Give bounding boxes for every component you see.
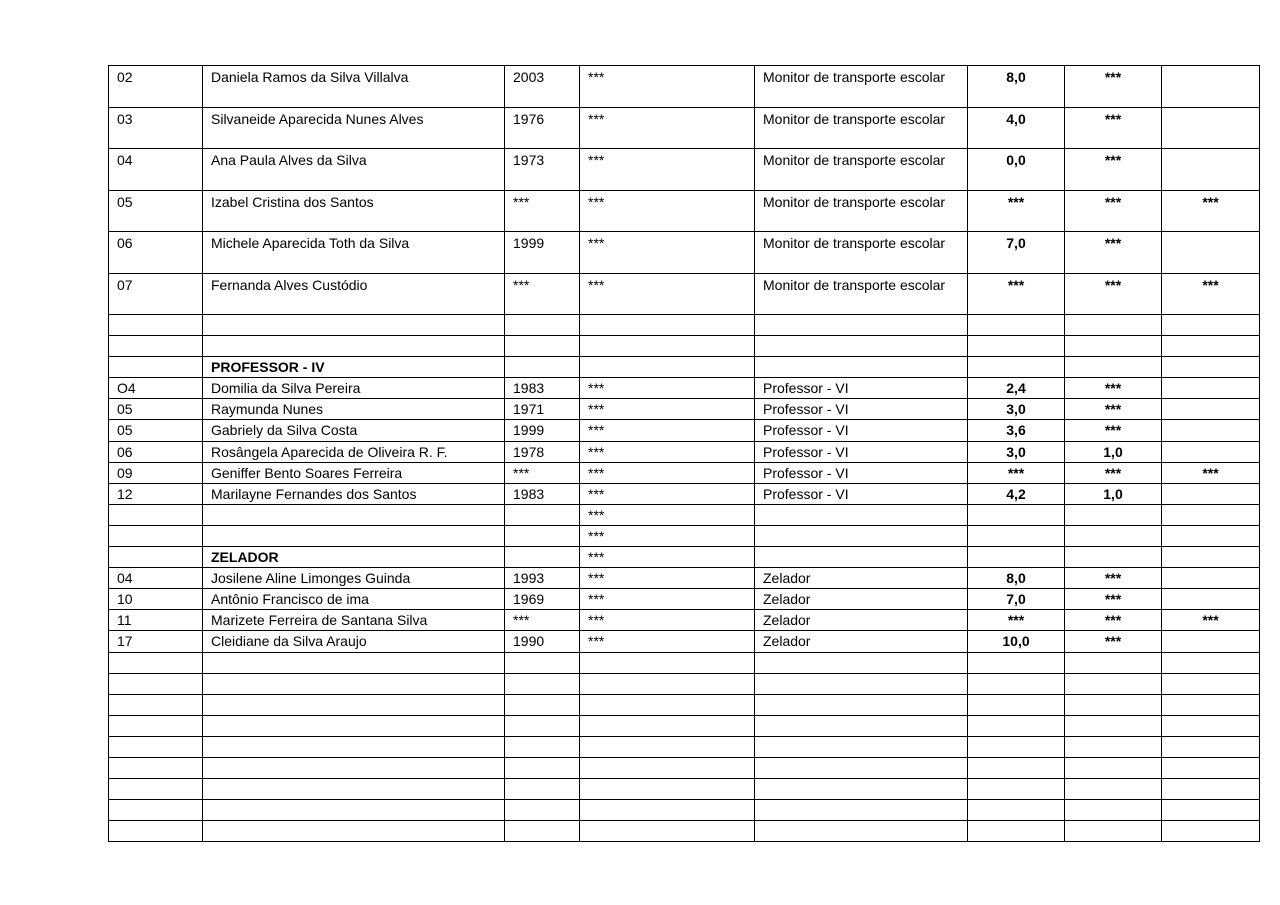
cell-year: *** (505, 610, 580, 631)
cell-role (755, 336, 968, 357)
cell-name (203, 736, 505, 757)
cell-note: *** (1162, 190, 1260, 232)
cell-year: 2003 (505, 66, 580, 108)
cell-name: Rosângela Aparecida de Oliveira R. F. (203, 441, 505, 462)
table-row (109, 190, 1260, 232)
cell-number (109, 336, 203, 357)
cell-code: *** (580, 66, 755, 108)
cell-score (968, 673, 1065, 694)
cell-note: *** (1162, 462, 1260, 483)
cell-note (1162, 821, 1260, 842)
cell-code: *** (580, 232, 755, 274)
cell-extra: *** (1065, 107, 1162, 149)
cell-role (755, 652, 968, 673)
empty-row (109, 336, 1260, 357)
cell-extra: *** (1065, 66, 1162, 108)
cell-year: 1999 (505, 232, 580, 274)
table-row (109, 610, 1260, 631)
cell-year (505, 357, 580, 378)
cell-year (505, 315, 580, 336)
cell-year: 1983 (505, 378, 580, 399)
cell-code (580, 736, 755, 757)
cell-score: *** (968, 610, 1065, 631)
cell-role: Professor - VI (755, 399, 968, 420)
cell-code: *** (580, 378, 755, 399)
cell-score: *** (968, 190, 1065, 232)
cell-role (755, 800, 968, 821)
cell-role (755, 694, 968, 715)
cell-code: *** (580, 149, 755, 191)
cell-number (109, 779, 203, 800)
cell-name: Fernanda Alves Custódio (203, 273, 505, 315)
cell-name: Raymunda Nunes (203, 399, 505, 420)
cell-extra: *** (1065, 568, 1162, 589)
table-row (109, 441, 1260, 462)
cell-role (755, 715, 968, 736)
section-title: ZELADOR (203, 547, 505, 568)
cell-year: 1983 (505, 483, 580, 504)
cell-score (968, 547, 1065, 568)
cell-extra (1065, 673, 1162, 694)
cell-score: *** (968, 273, 1065, 315)
empty-row (109, 673, 1260, 694)
cell-number (109, 757, 203, 778)
cell-extra: *** (1065, 589, 1162, 610)
cell-name (203, 821, 505, 842)
cell-note (1162, 399, 1260, 420)
cell-number: 10 (109, 589, 203, 610)
cell-year: 1999 (505, 420, 580, 441)
cell-extra (1065, 525, 1162, 546)
empty-row (109, 652, 1260, 673)
cell-year (505, 715, 580, 736)
table-row (109, 66, 1260, 108)
table-row (109, 483, 1260, 504)
cell-number: O4 (109, 378, 203, 399)
cell-extra (1065, 336, 1162, 357)
table-row (109, 568, 1260, 589)
table-body (109, 66, 1260, 842)
cell-extra (1065, 800, 1162, 821)
cell-role: Zelador (755, 589, 968, 610)
cell-extra: *** (1065, 610, 1162, 631)
cell-note (1162, 357, 1260, 378)
cell-year (505, 652, 580, 673)
cell-role: Professor - VI (755, 420, 968, 441)
cell-score: 4,0 (968, 107, 1065, 149)
cell-note (1162, 504, 1260, 525)
cell-role: Professor - VI (755, 378, 968, 399)
cell-code: *** (580, 462, 755, 483)
cell-year (505, 336, 580, 357)
cell-role (755, 757, 968, 778)
cell-name: Domilia da Silva Pereira (203, 378, 505, 399)
cell-extra (1065, 715, 1162, 736)
cell-extra: *** (1065, 631, 1162, 652)
cell-note (1162, 757, 1260, 778)
cell-code (580, 821, 755, 842)
cell-role (755, 673, 968, 694)
empty-row (109, 757, 1260, 778)
empty-row (109, 315, 1260, 336)
cell-number (109, 673, 203, 694)
cell-note (1162, 631, 1260, 652)
cell-year (505, 779, 580, 800)
cell-role (755, 525, 968, 546)
cell-note (1162, 800, 1260, 821)
cell-score (968, 736, 1065, 757)
cell-note (1162, 232, 1260, 274)
cell-number (109, 504, 203, 525)
cell-note: *** (1162, 273, 1260, 315)
cell-number: 06 (109, 441, 203, 462)
cell-role: Zelador (755, 568, 968, 589)
cell-role (755, 821, 968, 842)
cell-note: *** (1162, 610, 1260, 631)
cell-code: *** (580, 483, 755, 504)
cell-note (1162, 107, 1260, 149)
cell-extra (1065, 357, 1162, 378)
cell-number: 02 (109, 66, 203, 108)
cell-extra: *** (1065, 378, 1162, 399)
cell-name (203, 525, 505, 546)
cell-name: Michele Aparecida Toth da Silva (203, 232, 505, 274)
cell-score: *** (968, 462, 1065, 483)
cell-year: *** (505, 190, 580, 232)
cell-code: *** (580, 568, 755, 589)
empty-row (109, 800, 1260, 821)
cell-extra: *** (1065, 232, 1162, 274)
cell-note (1162, 149, 1260, 191)
cell-role: Monitor de transporte escolar (755, 190, 968, 232)
cell-name (203, 694, 505, 715)
cell-year: 1978 (505, 441, 580, 462)
cell-code (580, 673, 755, 694)
cell-number: 04 (109, 568, 203, 589)
cell-role (755, 357, 968, 378)
cell-score: 3,6 (968, 420, 1065, 441)
cell-extra: 1,0 (1065, 441, 1162, 462)
cell-number (109, 525, 203, 546)
cell-role: Monitor de transporte escolar (755, 107, 968, 149)
cell-extra (1065, 736, 1162, 757)
cell-year (505, 525, 580, 546)
cell-number: 09 (109, 462, 203, 483)
cell-name: Marizete Ferreira de Santana Silva (203, 610, 505, 631)
cell-extra (1065, 504, 1162, 525)
cell-score (968, 821, 1065, 842)
cell-code: *** (580, 547, 755, 568)
cell-number (109, 800, 203, 821)
cell-note (1162, 315, 1260, 336)
cell-name (203, 673, 505, 694)
cell-number: 05 (109, 399, 203, 420)
cell-code (580, 779, 755, 800)
cell-score (968, 652, 1065, 673)
cell-note (1162, 525, 1260, 546)
cell-note (1162, 378, 1260, 399)
cell-number: 05 (109, 420, 203, 441)
table-row (109, 107, 1260, 149)
cell-name: Ana Paula Alves da Silva (203, 149, 505, 191)
cell-code: *** (580, 399, 755, 420)
cell-number: 04 (109, 149, 203, 191)
cell-name (203, 757, 505, 778)
cell-name (203, 336, 505, 357)
cell-extra: *** (1065, 190, 1162, 232)
cell-code (580, 757, 755, 778)
cell-code (580, 336, 755, 357)
cell-score (968, 757, 1065, 778)
cell-role: Professor - VI (755, 441, 968, 462)
cell-code (580, 652, 755, 673)
cell-role: Monitor de transporte escolar (755, 149, 968, 191)
cell-code (580, 357, 755, 378)
cell-number: 06 (109, 232, 203, 274)
cell-score: 7,0 (968, 589, 1065, 610)
cell-extra (1065, 694, 1162, 715)
cell-code (580, 800, 755, 821)
table-row (109, 378, 1260, 399)
cell-year: 1973 (505, 149, 580, 191)
cell-name: Silvaneide Aparecida Nunes Alves (203, 107, 505, 149)
cell-score: 2,4 (968, 378, 1065, 399)
cell-extra (1065, 315, 1162, 336)
cell-score: 3,0 (968, 441, 1065, 462)
cell-name (203, 800, 505, 821)
cell-note (1162, 483, 1260, 504)
cell-name (203, 779, 505, 800)
cell-score: 0,0 (968, 149, 1065, 191)
cell-note (1162, 779, 1260, 800)
cell-note (1162, 420, 1260, 441)
cell-code (580, 715, 755, 736)
cell-note (1162, 568, 1260, 589)
cell-score (968, 525, 1065, 546)
cell-number (109, 652, 203, 673)
cell-year (505, 821, 580, 842)
cell-note (1162, 715, 1260, 736)
cell-score: 10,0 (968, 631, 1065, 652)
cell-year: *** (505, 462, 580, 483)
cell-score (968, 694, 1065, 715)
cell-name (203, 504, 505, 525)
cell-number: 12 (109, 483, 203, 504)
cell-note (1162, 652, 1260, 673)
table-row (109, 232, 1260, 274)
cell-note (1162, 673, 1260, 694)
cell-code: *** (580, 631, 755, 652)
table-row (109, 631, 1260, 652)
cell-role (755, 504, 968, 525)
cell-year: 1971 (505, 399, 580, 420)
cell-score (968, 336, 1065, 357)
cell-number: 07 (109, 273, 203, 315)
cell-code: *** (580, 441, 755, 462)
cell-year (505, 504, 580, 525)
empty-row (109, 821, 1260, 842)
cell-number (109, 736, 203, 757)
section-title: PROFESSOR - IV (203, 357, 505, 378)
cell-role: Zelador (755, 631, 968, 652)
cell-year (505, 757, 580, 778)
cell-role: Zelador (755, 610, 968, 631)
cell-number (109, 315, 203, 336)
cell-year (505, 547, 580, 568)
cell-code: *** (580, 610, 755, 631)
cell-number: 11 (109, 610, 203, 631)
cell-name: Gabriely da Silva Costa (203, 420, 505, 441)
table-row (109, 462, 1260, 483)
cell-role: Professor - VI (755, 462, 968, 483)
cell-extra (1065, 821, 1162, 842)
cell-name: Marilayne Fernandes dos Santos (203, 483, 505, 504)
cell-score: 4,2 (968, 483, 1065, 504)
cell-year (505, 673, 580, 694)
cell-code: *** (580, 420, 755, 441)
cell-note (1162, 694, 1260, 715)
cell-name: Antônio Francisco de ima (203, 589, 505, 610)
table-row (109, 420, 1260, 441)
cell-year: 1990 (505, 631, 580, 652)
cell-code (580, 315, 755, 336)
cell-score (968, 800, 1065, 821)
cell-year (505, 736, 580, 757)
cell-name: Cleidiane da Silva Araujo (203, 631, 505, 652)
section-header-row (109, 547, 1260, 568)
cell-year: *** (505, 273, 580, 315)
cell-note (1162, 736, 1260, 757)
table-row (109, 149, 1260, 191)
cell-year: 1969 (505, 589, 580, 610)
empty-row (109, 736, 1260, 757)
cell-score (968, 779, 1065, 800)
cell-code: *** (580, 589, 755, 610)
empty-row (109, 504, 1260, 525)
cell-score: 3,0 (968, 399, 1065, 420)
cell-role (755, 547, 968, 568)
section-header-row (109, 357, 1260, 378)
cell-code (580, 694, 755, 715)
cell-name: Daniela Ramos da Silva Villalva (203, 66, 505, 108)
cell-score (968, 504, 1065, 525)
cell-extra (1065, 547, 1162, 568)
cell-extra: *** (1065, 420, 1162, 441)
cell-role: Monitor de transporte escolar (755, 232, 968, 274)
cell-score (968, 315, 1065, 336)
cell-name (203, 715, 505, 736)
empty-row (109, 525, 1260, 546)
cell-code: *** (580, 273, 755, 315)
cell-extra (1065, 779, 1162, 800)
cell-name (203, 652, 505, 673)
empty-row (109, 694, 1260, 715)
cell-score (968, 715, 1065, 736)
cell-year (505, 800, 580, 821)
document-table (108, 65, 1260, 842)
cell-extra: *** (1065, 399, 1162, 420)
cell-score: 8,0 (968, 66, 1065, 108)
cell-name: Izabel Cristina dos Santos (203, 190, 505, 232)
cell-role (755, 779, 968, 800)
cell-role: Professor - VI (755, 483, 968, 504)
cell-note (1162, 441, 1260, 462)
cell-code: *** (580, 525, 755, 546)
cell-number (109, 694, 203, 715)
cell-note (1162, 547, 1260, 568)
empty-row (109, 779, 1260, 800)
cell-number: 05 (109, 190, 203, 232)
cell-extra: *** (1065, 149, 1162, 191)
cell-score: 8,0 (968, 568, 1065, 589)
cell-extra: *** (1065, 273, 1162, 315)
cell-number (109, 547, 203, 568)
cell-note (1162, 336, 1260, 357)
cell-note (1162, 66, 1260, 108)
cell-extra (1065, 757, 1162, 778)
cell-code: *** (580, 190, 755, 232)
cell-role: Monitor de transporte escolar (755, 66, 968, 108)
cell-number (109, 821, 203, 842)
cell-code: *** (580, 107, 755, 149)
cell-number: 17 (109, 631, 203, 652)
cell-number: 03 (109, 107, 203, 149)
cell-code: *** (580, 504, 755, 525)
table-row (109, 399, 1260, 420)
cell-role: Monitor de transporte escolar (755, 273, 968, 315)
cell-year (505, 694, 580, 715)
table-row (109, 273, 1260, 315)
cell-extra: *** (1065, 462, 1162, 483)
cell-number (109, 715, 203, 736)
cell-year: 1976 (505, 107, 580, 149)
cell-number (109, 357, 203, 378)
cell-score: 7,0 (968, 232, 1065, 274)
cell-extra: 1,0 (1065, 483, 1162, 504)
cell-note (1162, 589, 1260, 610)
cell-name: Josilene Aline Limonges Guinda (203, 568, 505, 589)
cell-name: Geniffer Bento Soares Ferreira (203, 462, 505, 483)
cell-score (968, 357, 1065, 378)
table-row (109, 589, 1260, 610)
cell-name (203, 315, 505, 336)
cell-year: 1993 (505, 568, 580, 589)
cell-extra (1065, 652, 1162, 673)
cell-role (755, 736, 968, 757)
empty-row (109, 715, 1260, 736)
cell-role (755, 315, 968, 336)
